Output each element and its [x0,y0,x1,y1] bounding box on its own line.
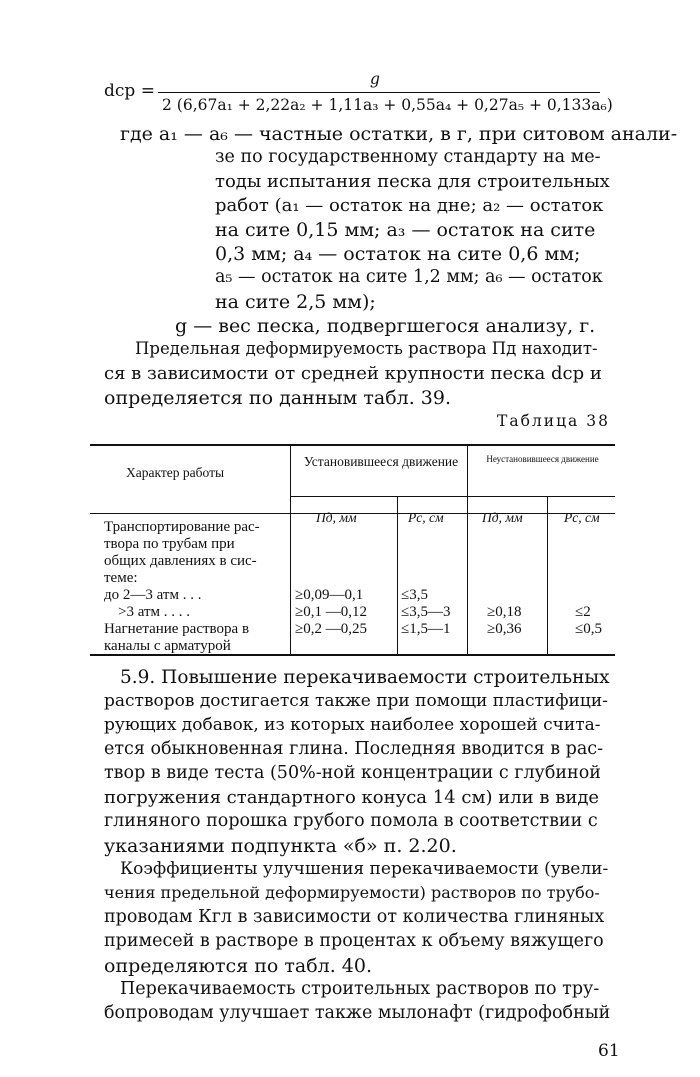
col-work-header: Характер работы [126,465,225,480]
s59-line-3: рующих добавок, из которых наиболее хорошей счита- [104,715,601,735]
where-line-3: тоды испытания песка для строительных [215,171,610,192]
s59-line-5: твор в виде теста (50%-ной концентрации с глубиной [104,763,601,783]
sub-pc-header-2: Рс, см [564,510,600,525]
table-vline-2b [397,497,398,654]
cell-r2-pc2: ≤2 [575,604,591,620]
coeff-line-2: чения предельной деформируемости) растворов по трубо- [104,883,600,902]
last-line-1: Перекачиваемость строительных растворов по тру- [120,979,600,999]
table-vline-1b [290,446,291,654]
where-line-5: на сите 0,15 мм; a₃ — остаток на сите [215,219,596,241]
group-steady-header: Установившееся движение [303,454,459,469]
row-label-6: >3 атм . . . . [118,604,191,620]
formula-lhs: dср = [104,81,155,101]
cell-r3-pd: ≥0,2 —0,25 [295,621,367,637]
sub-pd-header-2: Пд, мм [482,510,523,525]
table-vline-3b [467,446,468,654]
para1-line-2: ся в зависимости от средней крупности песка dср и [104,363,602,384]
cell-r3-pd2: ≥0,36 [487,621,522,637]
row-label-8: каналы с арматурой [104,638,231,654]
sub-pc-header-1: Рс, см [408,510,444,525]
row-label-7: Нагнетание раствора в [104,621,250,637]
row-label-4: теме: [104,570,138,586]
cell-r2-pd: ≥0,1 —0,12 [295,604,367,620]
where-line-7: a₅ — остаток на сите 1,2 мм; a₆ — остаток [215,267,603,287]
coeff-line-3: проводам Кгл в зависимости от количества глиняных [104,907,605,927]
para1-line-1: Предельная деформируемость раствора Пд находит- [135,339,598,358]
formula-fraction-bar [158,92,600,93]
row-label-2: твора по трубам при [104,536,235,552]
s59-line-7: глиняного порошка грубого помола в соответствии с [104,811,598,831]
where-line-1: где a₁ — a₆ — частные остатки, в г, при ситовом анали- [120,123,678,145]
table-vline-4b [547,497,548,654]
coeff-line-4: примесей в растворе в процентах к объему вяжущего [104,931,604,951]
where-line-9: g — вес песка, подвергшегося анализу, г. [175,315,596,337]
row-label-3: общих давлениях в сис- [104,553,257,569]
where-line-4: работ (a₁ — остаток на дне; a₂ — остаток [215,195,604,216]
coeff-line-1: Коэффициенты улучшения перекачиваемости (увели- [120,859,609,879]
row-label-1: Транспортирование рас- [104,519,260,535]
cell-r3-pc: ≤1,5—1 [401,621,451,637]
cell-r2-pd2: ≥0,18 [487,604,522,620]
cell-r2-pc: ≤3,5—3 [401,604,451,620]
cell-r1-pd: ≥0,09—0,1 [295,587,364,603]
table-caption: Таблица 38 [497,412,610,430]
formula-numerator: g [370,70,380,88]
s59-line-6: погружения стандартного конуса 14 см) или в виде [104,787,600,808]
sub-pd-header-1: Пд, мм [316,510,357,525]
table-top-rule [90,444,615,446]
page-number: 61 [598,1041,620,1061]
last-line-2: бопроводам улучшает также мылонафт (гидрофобный [104,1003,611,1023]
s59-line-4: ется обыкновенная глина. Последняя вводится в рас- [104,739,604,759]
table-header-mid-rule [290,496,615,497]
group-unsteady-header: Неустановившееся движение [486,454,599,464]
para1-line-3: определяется по данным табл. 39. [104,387,452,409]
table-bottom-rule [90,654,615,656]
where-line-8: на сите 2,5 мм); [215,291,376,313]
cell-r3-pc2: ≤0,5 [575,621,602,637]
cell-r1-pc: ≤3,5 [401,587,428,603]
row-label-5: до 2—3 атм . . . [104,587,202,603]
s59-line-2: растворов достигается также при помощи пластифици- [104,691,608,711]
where-line-2: зе по государственному стандарту на ме- [215,147,601,167]
coeff-line-5: определяются по табл. 40. [104,955,373,977]
s59-line-1: 5.9. Повышение перекачиваемости строительных [120,667,610,688]
formula-denominator: 2 (6,67a₁ + 2,22a₂ + 1,11a₃ + 0,55a₄ + 0,27a₅ + 0,133a₆) [162,96,613,114]
s59-line-8: указаниями подпункта «б» п. 2.20. [104,835,457,857]
where-line-6: 0,3 мм; a₄ — остаток на сите 0,6 мм; [215,243,581,265]
